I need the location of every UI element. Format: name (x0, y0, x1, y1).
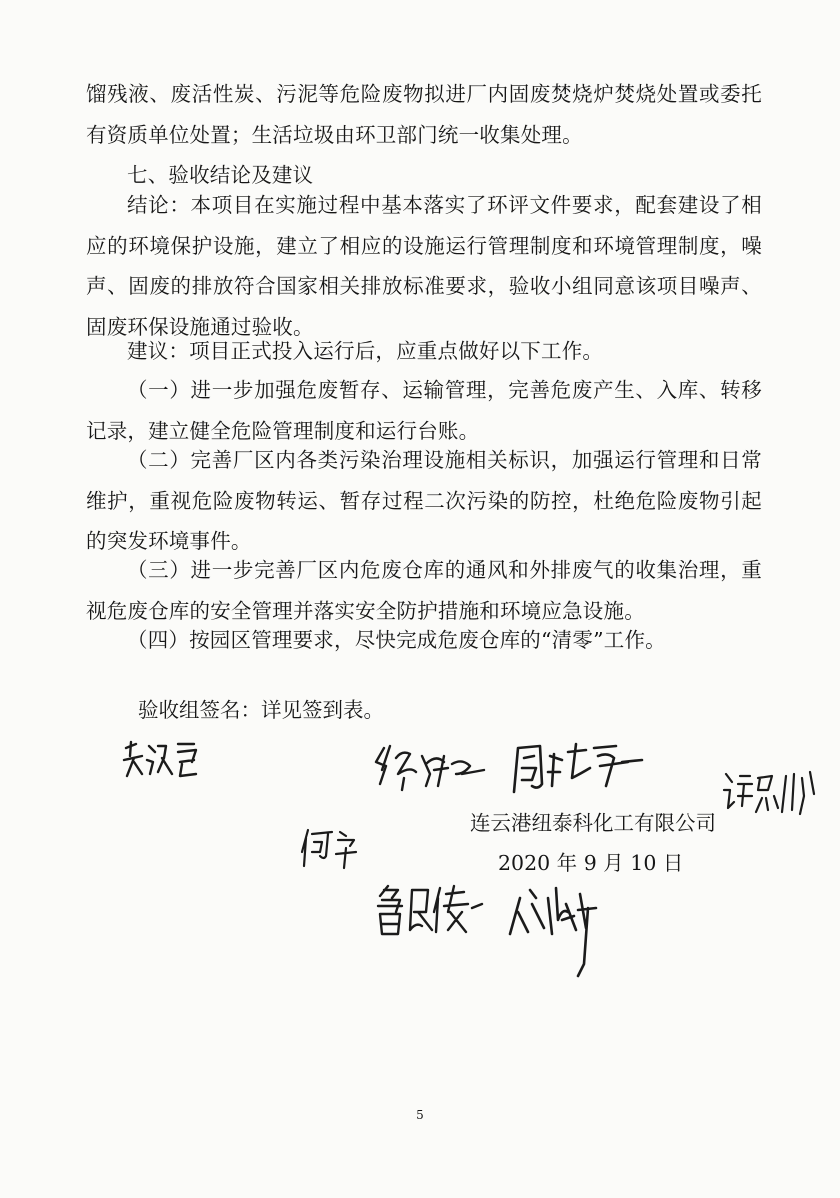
section-heading: 七、验收结论及建议 (127, 163, 314, 187)
sign-label: 验收组签名：详见签到表。 (138, 698, 384, 722)
signature-image (722, 768, 820, 818)
signature-image (298, 826, 360, 870)
signature-image (374, 882, 492, 938)
suggestion-item-3: （三）进一步完善厂区内危废仓库的通风和外排废气的收集治理，重视危废仓库的安全管理并落实安全防护措施和环境应急设施。 (86, 558, 762, 623)
signature-image (506, 884, 598, 980)
signature-image (122, 738, 204, 780)
suggestion-item-4: （四）按园区管理要求，尽快完成危废仓库的“清零”工作。 (127, 628, 666, 652)
paragraph-suggestion: 建议：项目正式投入运行后，应重点做好以下工作。 (127, 339, 604, 363)
company-name: 连云港纽泰科化工有限公司 (470, 811, 716, 835)
suggestion-item-2: （二）完善厂区内各类污染治理设施相关标识，加强运行管理和日常维护，重视危险废物转运、暂存过程二次污染的防控，杜绝危险废物引起的突发环境事件。 (86, 448, 762, 553)
paragraph-waste-disposal: 馏残液、废活性炭、污泥等危险废物拟进厂内固废焚烧炉焚烧处置或委托有资质单位处置；生活垃圾由环卫部门统一收集处理。 (86, 82, 762, 147)
suggestion-item-1: （一）进一步加强危废暂存、运输管理，完善危废产生、入库、转移记录，建立健全危险管理制度和运行台账。 (86, 378, 762, 443)
signature-image (510, 738, 650, 796)
paragraph-conclusion: 结论：本项目在实施过程中基本落实了环评文件要求，配套建设了相应的环境保护设施，建立了相应的设施运行管理制度和环境管理制度，噪声、固废的排放符合国家相关排放标准要求，验收小组同意该项目噪声、固废环保设施通过验收。 (86, 193, 762, 339)
document-date: 2020 年 9 月 10 日 (498, 851, 684, 875)
page-number: 5 (416, 1108, 424, 1122)
signature-image (372, 744, 490, 794)
